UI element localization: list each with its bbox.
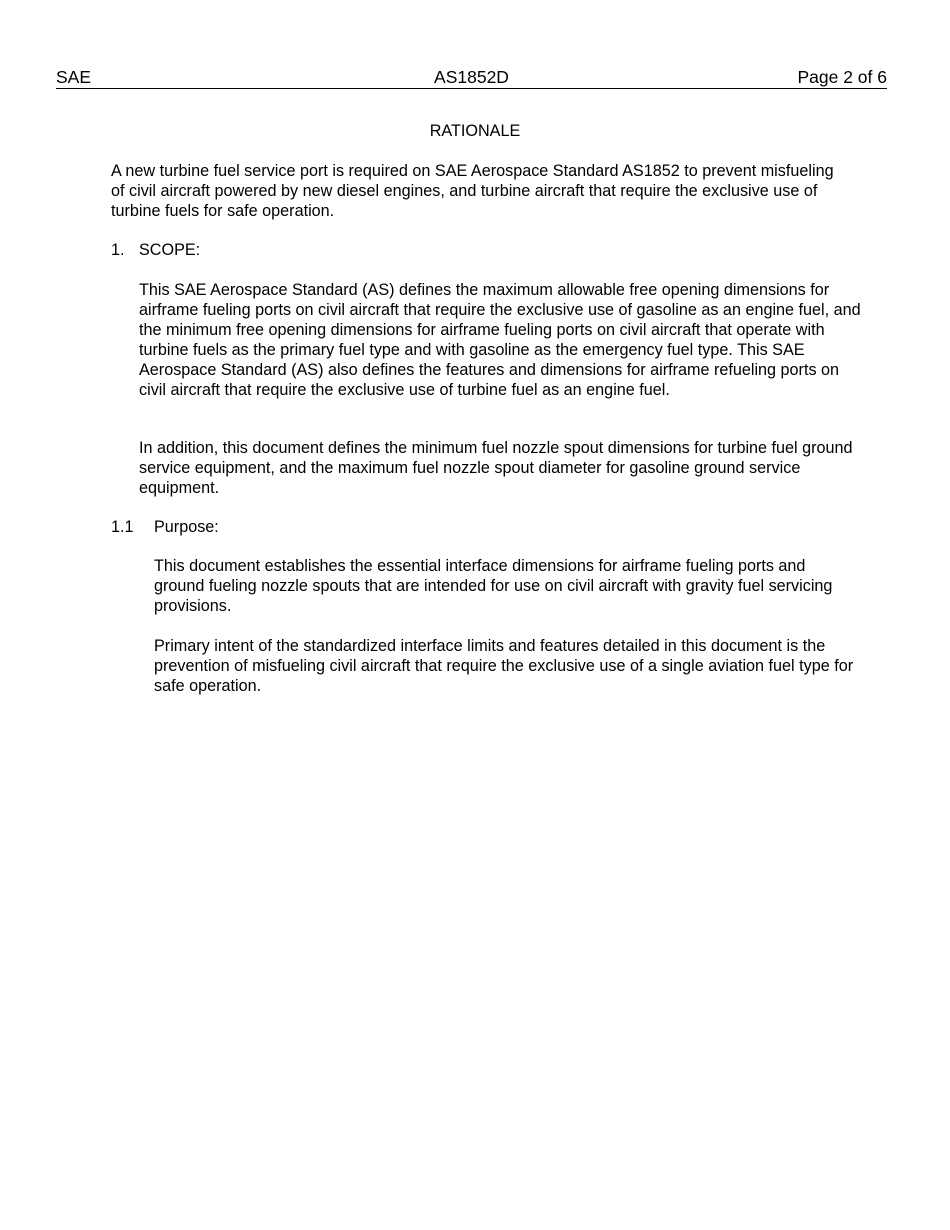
rationale-paragraph: A new turbine fuel service port is required on SAE Aerospace Standard AS1852 to prevent misfueling of civil aircraft powered by new diesel engines, and turbine aircraft that require the exclusive use of turbine fuels for safe operation. — [111, 162, 834, 220]
purpose-heading: Purpose: — [154, 518, 219, 536]
purpose-paragraph-2: Primary intent of the standardized interface limits and features detailed in this document is the prevention of misfueling civil aircraft that require the exclusive use of a single aviation fuel type for safe operation. — [154, 637, 854, 695]
scope-paragraph-1: This SAE Aerospace Standard (AS) defines the maximum allowable free opening dimensions for airframe fueling ports on civil aircraft that require the exclusive use of gasoline as an engine fuel, and the minimum free opening dimensions for airframe fueling ports on civil aircraft that operate with turbine fuels as the primary fuel type and with gasoline as the emergency fuel type. This SAE Aerospace Standard (AS) also defines the features and dimensions for airframe refueling ports on civil aircraft that require the exclusive use of turbine fuel as an engine fuel. — [139, 281, 861, 399]
scope-section-number: 1. — [111, 241, 125, 259]
scope-heading: SCOPE: — [139, 241, 201, 259]
page-header — [56, 66, 887, 89]
rationale-title: RATIONALE — [429, 122, 521, 140]
purpose-paragraph-1: This document establishes the essential interface dimensions for airframe fueling ports and ground fueling nozzle spouts that are intended for use on civil aircraft with gravity fuel servicing provisions. — [154, 557, 833, 615]
header-document-number: AS1852D — [434, 67, 509, 87]
scope-paragraph-2: In addition, this document defines the minimum fuel nozzle spout dimensions for turbine fuel ground service equipment, and the maximum fuel nozzle spout diameter for gasoline ground service equipment. — [139, 439, 853, 497]
header-organization: SAE — [56, 67, 92, 87]
purpose-section-number: 1.1 — [111, 518, 134, 536]
header-page-number: Page 2 of 6 — [797, 67, 887, 87]
